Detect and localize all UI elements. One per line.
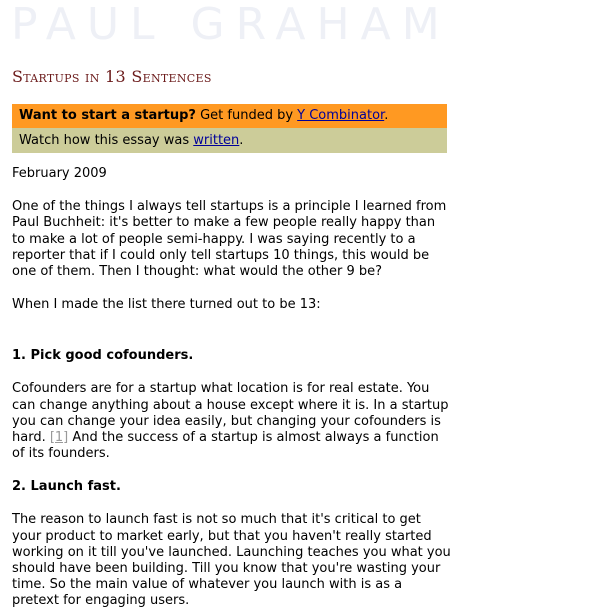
watch-banner (12, 128, 447, 153)
section-1-text-a: Cofounders are for a startup what location is for real estate. You can change anything about a house except where it is. In a startup you can change your idea easily, but changing your cofounders is hard. (12, 381, 449, 446)
section-body-1 (12, 381, 452, 462)
site-logo[interactable]: PAUL GRAHAM (11, 0, 451, 50)
essay-date: February 2009 (12, 166, 107, 181)
section-1-text-b: And the success of a startup is almost always a function of its founders. (12, 430, 439, 462)
footnote-link-1[interactable]: [1] (49, 430, 69, 446)
page-title: Startups in 13 Sentences (12, 67, 212, 86)
y-combinator-link[interactable]: Y Combinator (297, 108, 385, 123)
funding-banner (12, 104, 447, 128)
banner-end: . (384, 108, 389, 123)
intro-paragraph: One of the things I always tell startups is a principle I learned from Paul Buchheit: it's better to make a few people really happy than to make a lot of people semi-happy. I was saying recently to a reporter that if I could only tell startups 10 things, this would be one of them. Then I thought: what would the other 9 be? (12, 199, 447, 280)
watch-text: Watch how this essay was (19, 133, 194, 148)
banner-bold-text: Want to start a startup? (19, 108, 196, 123)
section-body-2: The reason to launch fast is not so much that it's critical to get your product to market early, but that you haven't really started working on it till you've launched. Launching teaches you what you should have been building. Till you know that you're wasting your time. So the main value of whatever you launch with is as a pretext for engaging users. (12, 512, 451, 609)
watch-end: . (239, 133, 244, 148)
list-intro-paragraph: When I made the list there turned out to be 13: (12, 297, 321, 313)
section-heading-1: 1. Pick good cofounders. (12, 348, 194, 364)
written-link[interactable]: written (193, 133, 240, 148)
section-heading-2: 2. Launch fast. (12, 479, 121, 495)
banner-text: Get funded by (195, 108, 298, 123)
essay-content (12, 166, 452, 610)
